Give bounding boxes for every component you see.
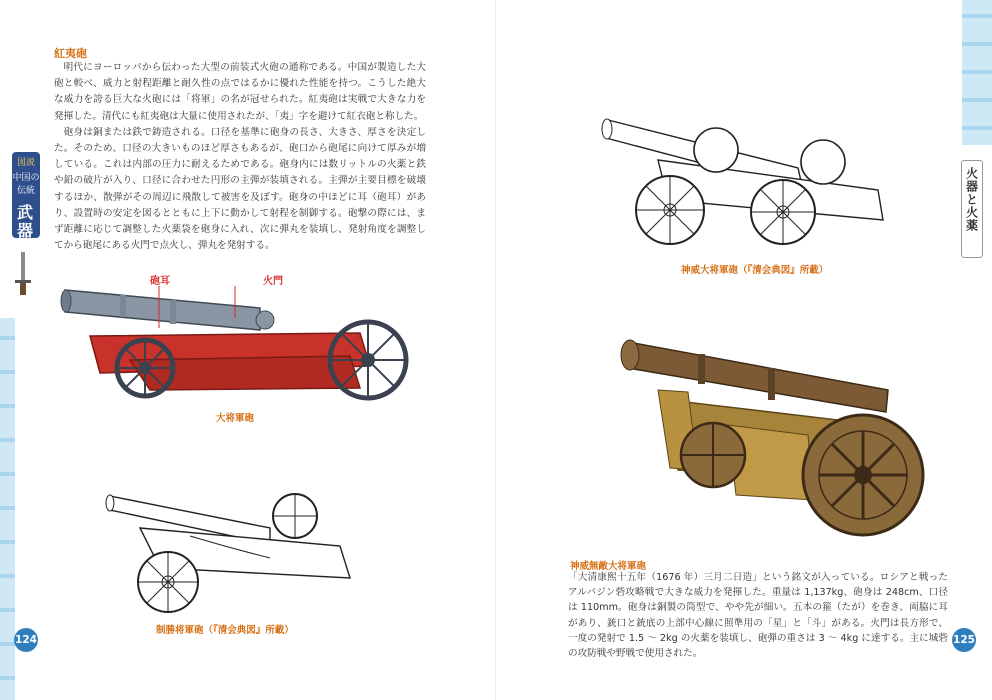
right-decorative-band bbox=[962, 0, 992, 145]
paragraph-2: 砲身は銅または鉄で鋳造される。口径を基準に砲身の長さ、大きさ、厚さを決定した。そのため、口径の大きいものほど厚さもあるが、砲口から砲尾に向けて厚みが増している。これは内部の圧力に耐えるためである。砲身内には数リットルの火薬と鉄や鉛の破片が入り、口径に合わせた円形の主弾が装填される。主弾が主要目標を破壊するほか、散弾がその周辺に飛散して被害を及ぼす。砲身の中ほどに耳（砲耳）があり、設置時の安定を図るとともに上下に動かして射程を制御する。砲撃の際には、まず距離に応じて調整した火薬袋を砲身に入れ、次に弾丸を装填し、発射角度を調整してから砲尾にある火門で点火し、弾丸を発射する。 bbox=[54, 126, 426, 252]
paragraph-1: 明代にヨーロッパから伝わった大型の前装式火砲の通称である。中国が製造した大砲と較べ、威力と射程距離と耐久性の点ではるかに優れた性能を持つ。こうした絶大な威力を誇る巨大な火砲には「将軍」の名が冠せられた。紅夷砲は実戦で大きな力を発揮した。清代にも紅夷砲は大量に使用されたが、「夷」字を避けて紅衣砲と称した。 bbox=[54, 62, 426, 122]
wheel-front bbox=[330, 322, 406, 398]
dagger-icon bbox=[13, 252, 33, 298]
wheel-rear bbox=[117, 340, 173, 396]
label-vent: 火門 bbox=[263, 276, 283, 287]
right-body-text bbox=[568, 570, 948, 661]
wheel-large bbox=[803, 415, 923, 535]
caption-shenwei: 神威大将軍砲（『清会典図』所載） bbox=[681, 265, 829, 276]
wheel-front-sketch bbox=[138, 552, 198, 612]
cannon-illustration-dajiangjun bbox=[60, 278, 420, 408]
wheel-rear-sketch bbox=[273, 494, 317, 538]
page-number-left: 124 bbox=[14, 628, 38, 652]
section-tag-line2: 中国の伝統 bbox=[12, 173, 40, 196]
caption-wudi: 神威無敵大将軍砲 bbox=[570, 561, 647, 572]
section-tag-line1: 図説 bbox=[16, 158, 35, 168]
wheel-left-sketch bbox=[636, 176, 704, 244]
left-decorative-band bbox=[0, 318, 15, 700]
section-heading: 紅夷砲 bbox=[54, 47, 87, 60]
label-trunnion: 砲耳 bbox=[150, 276, 170, 287]
page-number-right: 125 bbox=[952, 628, 976, 652]
caption-dajiangjun: 大将軍砲 bbox=[216, 413, 255, 424]
caption-zhisheng: 制勝将軍砲（『清会典図』所載） bbox=[156, 625, 294, 636]
section-tag bbox=[12, 152, 40, 238]
chapter-tag bbox=[961, 160, 983, 258]
wheel-small bbox=[681, 423, 745, 487]
section-tag-title: 武器 bbox=[16, 203, 35, 240]
wheel-right-sketch bbox=[751, 180, 815, 244]
right-paragraph: 「大清康熙十五年（1676 年）三月二日造」という銘文が入っている。ロシアと戦ったアルバジン砦攻略戦で大きな威力を発揮した。重量は 1,137kg、砲身は 248cm、口径は 110mm。砲身は銅製の筒型で、やや先が細い。五本の箍（たが）を巻き、両脇に耳があり、銃口と銃底の上部中心線に照準用の「星」と「斗」がある。火門は長方形で、一度の発射で 1.5 ～ 2kg の火薬を装填し、砲弾の重さは 3 ～ 4kg に達する。主に城砦の攻防戦や野戦で使用された。 bbox=[568, 572, 948, 660]
cannon-illustration-zhisheng bbox=[100, 488, 360, 618]
chapter-title: 火器と火薬 bbox=[964, 167, 979, 232]
cannon-illustration-shenwei bbox=[598, 100, 898, 260]
body-text bbox=[54, 60, 426, 254]
cannon-illustration-wudi bbox=[618, 330, 918, 550]
